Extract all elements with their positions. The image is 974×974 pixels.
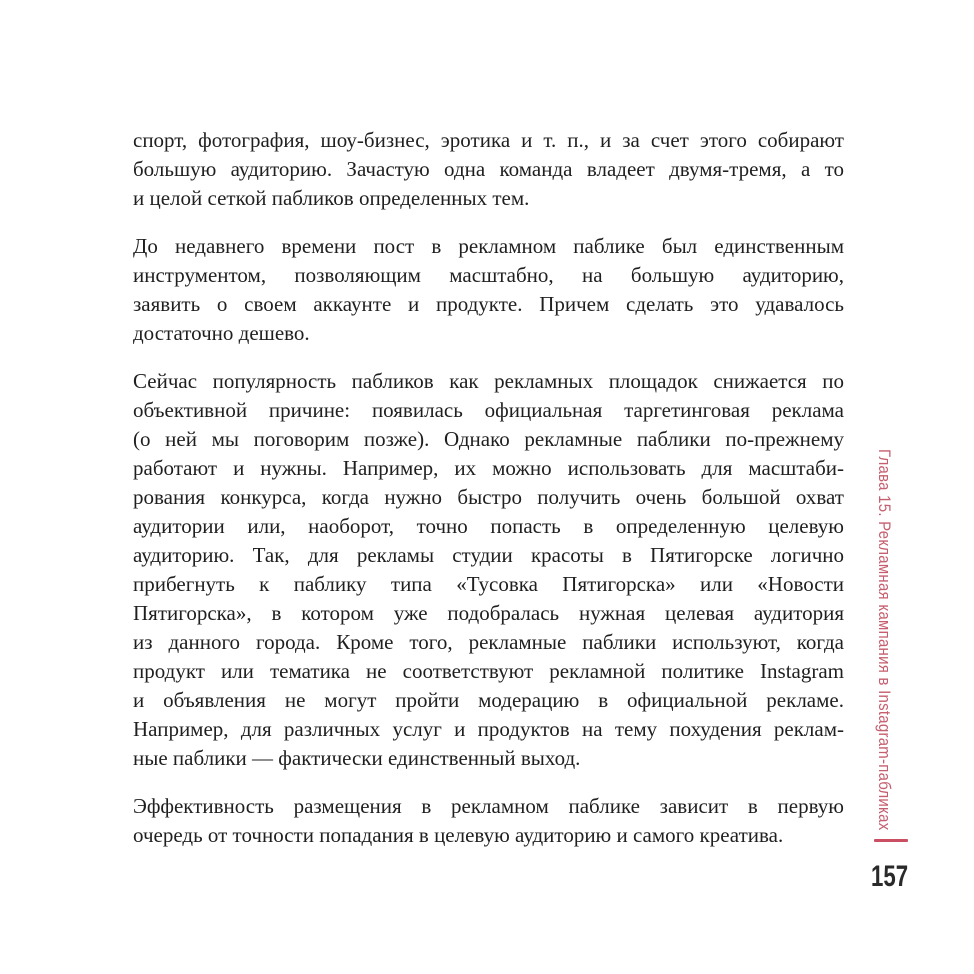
- text-line: и целой сеткой пабликов определенных тем.: [133, 186, 530, 210]
- page-number: 157: [871, 860, 909, 893]
- text-line: Сейчас популярность пабликов как рекламных площадок снижается по: [133, 369, 844, 393]
- paragraph: [133, 792, 844, 850]
- text-line: инструментом, позволяющим масштабно, на большую аудиторию,: [133, 263, 844, 287]
- text-block: [133, 126, 844, 850]
- text-line: рования конкурса, когда нужно быстро получить очень большой охват: [133, 485, 844, 509]
- chapter-sidebar-label: Глава 15. Рекламная кампания в Instagram-пабликах: [875, 449, 894, 831]
- text-line: из данного города. Кроме того, рекламные паблики используют, когда: [133, 630, 844, 654]
- chapter-divider-line: [874, 839, 908, 842]
- text-line: продукт или тематика не соответствуют рекламной политике Instagram: [133, 659, 844, 683]
- text-line: спорт, фотография, шоу-бизнес, эротика и т. п., и за счет этого собирают: [133, 128, 844, 152]
- paragraph: [133, 232, 844, 348]
- text-line: Например, для различных услуг и продуктов на тему похудения реклам-: [133, 717, 844, 741]
- text-line: Эффективность размещения в рекламном паблике зависит в первую: [133, 794, 844, 818]
- text-line: объективной причине: появилась официальная таргетинговая реклама: [133, 398, 844, 422]
- text-line: ные паблики — фактически единственный выход.: [133, 746, 581, 770]
- text-line: очередь от точности попадания в целевую аудиторию и самого креатива.: [133, 823, 784, 847]
- text-line: аудиторию. Так, для рекламы студии красоты в Пятигорске логично: [133, 543, 844, 567]
- text-line: аудитории или, наоборот, точно попасть в определенную целевую: [133, 514, 844, 538]
- paragraph: [133, 126, 844, 213]
- paragraph: [133, 367, 844, 773]
- text-line: и объявления не могут пройти модерацию в официальной рекламе.: [133, 688, 844, 712]
- text-line: прибегнуть к паблику типа «Тусовка Пятигорска» или «Новости: [133, 572, 844, 596]
- text-line: большую аудиторию. Зачастую одна команда владеет двумя-тремя, а то: [133, 157, 844, 181]
- text-line: (о ней мы поговорим позже). Однако рекламные паблики по-прежнему: [133, 427, 844, 451]
- text-line: работают и нужны. Например, их можно использовать для масштаби-: [133, 456, 844, 480]
- text-line: заявить о своем аккаунте и продукте. Причем сделать это удавалось: [133, 292, 844, 316]
- text-line: достаточно дешево.: [133, 321, 310, 345]
- text-line: Пятигорска», в котором уже подобралась нужная целевая аудитория: [133, 601, 844, 625]
- text-line: До недавнего времени пост в рекламном паблике был единственным: [133, 234, 844, 258]
